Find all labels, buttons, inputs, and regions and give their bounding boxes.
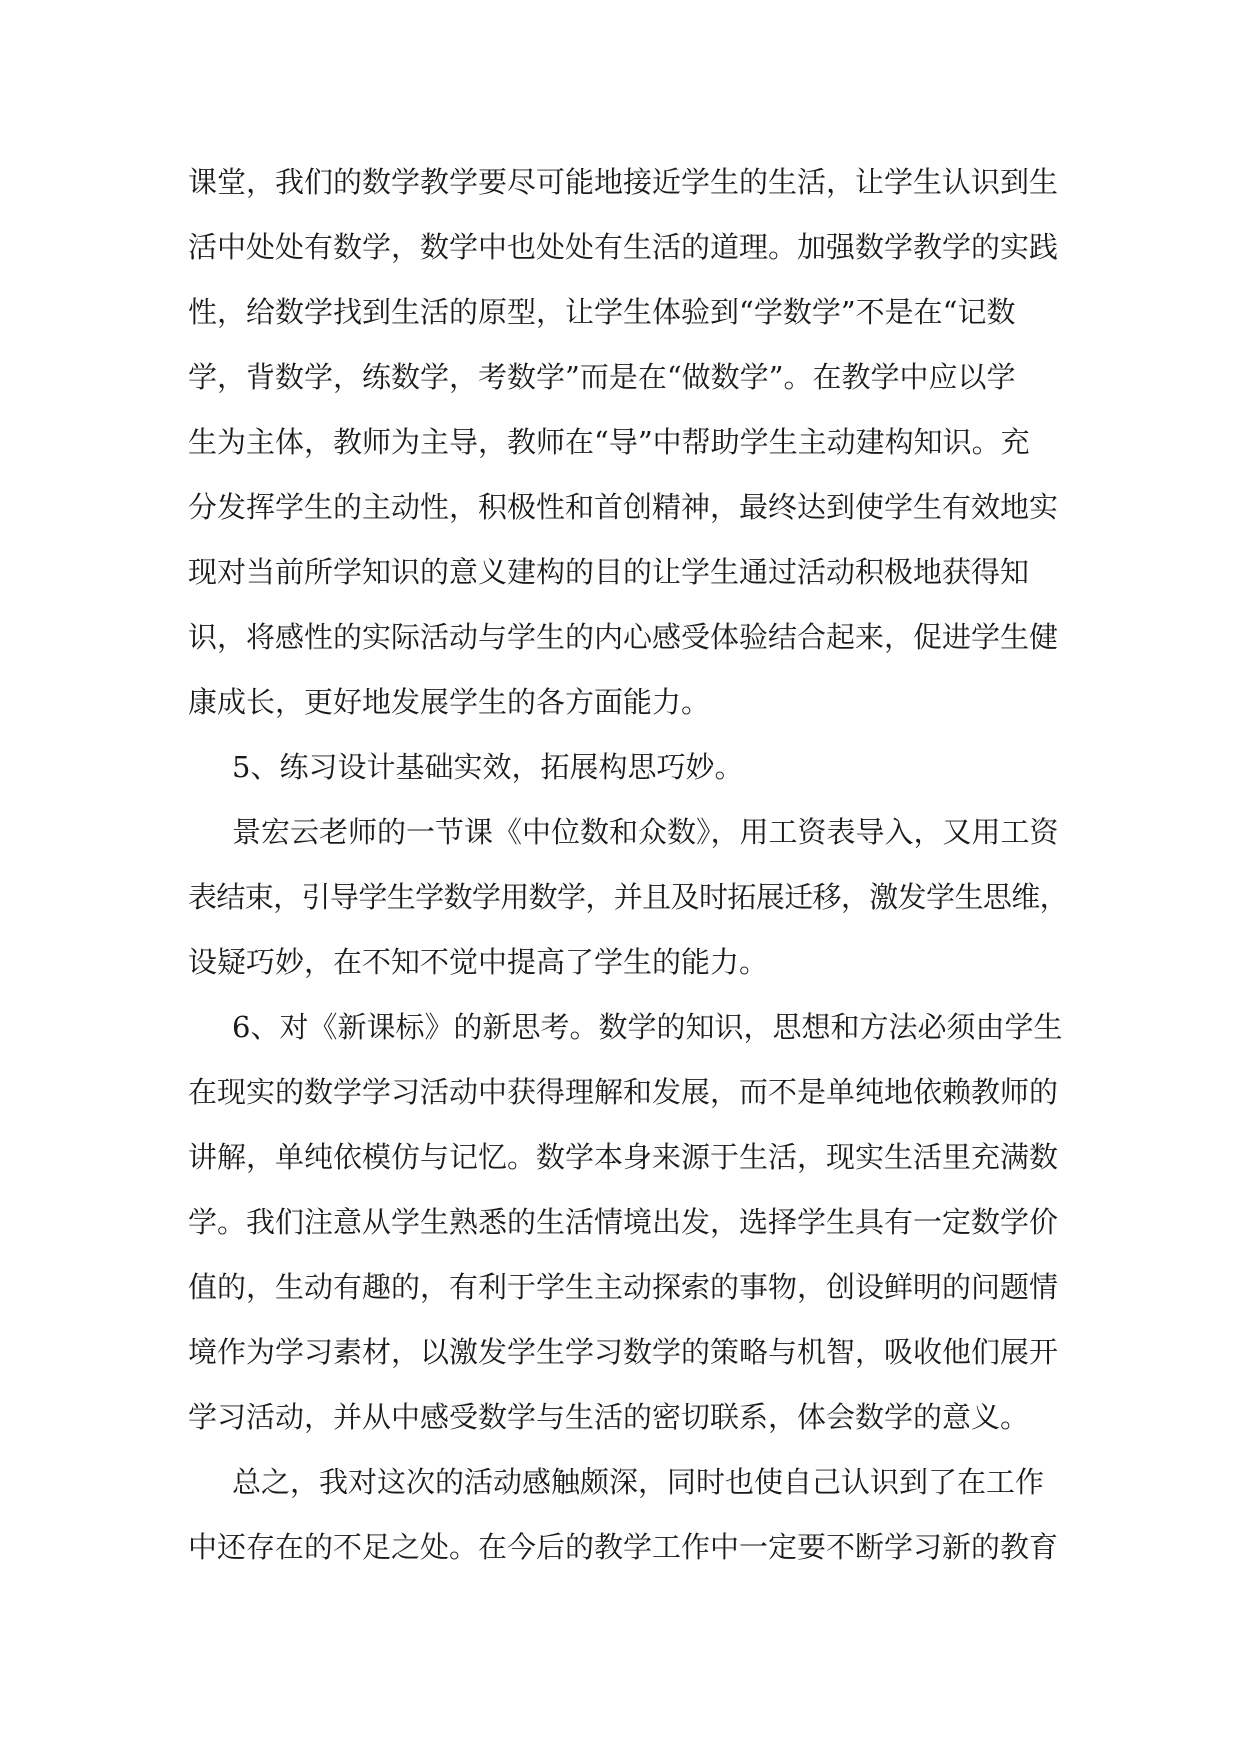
text-line: 学习活动，并从中感受数学与生活的密切联系，体会数学的意义。	[188, 1400, 1030, 1434]
paragraph-practice-teaching	[188, 150, 1068, 735]
document-body	[188, 150, 1068, 1580]
paragraph-summary	[188, 1450, 1068, 1580]
section-heading-5	[188, 735, 1068, 800]
text-line: 识，将感性的实际活动与学生的内心感受体验结合起来，促进学生健	[188, 620, 1059, 654]
text-line: 境作为学习素材，以激发学生学习数学的策略与机智，吸收他们展开	[188, 1335, 1059, 1369]
text-line: 景宏云老师的一节课《中位数和众数》，用工资表导入，又用工资	[232, 815, 1059, 849]
text-line: 课堂，我们的数学教学要尽可能地接近学生的生活，让学生认识到生	[188, 165, 1059, 199]
text-line: 讲解，单纯依模仿与记忆。数学本身来源于生活，现实生活里充满数	[188, 1140, 1059, 1174]
text-line: 性，给数学找到生活的原型，让学生体验到“学数学”不是在“记数	[188, 295, 1016, 329]
text-line: 总之，我对这次的活动感触颇深，同时也使自己认识到了在工作	[232, 1465, 1045, 1499]
text-line: 中还存在的不足之处。在今后的教学工作中一定要不断学习新的教育	[188, 1530, 1059, 1564]
text-line: 康成长，更好地发展学生的各方面能力。	[188, 685, 711, 719]
text-line: 在现实的数学学习活动中获得理解和发展，而不是单纯地依赖教师的	[188, 1075, 1059, 1109]
text-line: 学，背数学，练数学，考数学”而是在“做数学”。在教学中应以学	[188, 360, 1016, 394]
text-line: 现对当前所学知识的意义建构的目的让学生通过活动积极地获得知	[188, 555, 1030, 589]
paragraph-median-mode-lesson	[188, 800, 1068, 995]
paragraph-new-curriculum	[188, 995, 1068, 1450]
text-line: 活中处处有数学，数学中也处处有生活的道理。加强数学教学的实践	[188, 230, 1059, 264]
text-line: 6、对《新课标》的新思考。数学的知识，思想和方法必须由学生	[232, 1010, 1063, 1044]
heading-line: 5、练习设计基础实效，拓展构思巧妙。	[232, 750, 744, 784]
text-line: 设疑巧妙，在不知不觉中提高了学生的能力。	[188, 945, 769, 979]
text-line: 值的，生动有趣的，有利于学生主动探索的事物，创设鲜明的问题情	[188, 1270, 1059, 1304]
text-line: 分发挥学生的主动性，积极性和首创精神，最终达到使学生有效地实	[188, 490, 1059, 524]
text-line: 生为主体，教师为主导，教师在“导”中帮助学生主动建构知识。充	[188, 425, 1030, 459]
text-line: 表结束，引导学生学数学用数学，并且及时拓展迁移，激发学生思维，	[188, 880, 1068, 914]
text-line: 学。我们注意从学生熟悉的生活情境出发，选择学生具有一定数学价	[188, 1205, 1059, 1239]
